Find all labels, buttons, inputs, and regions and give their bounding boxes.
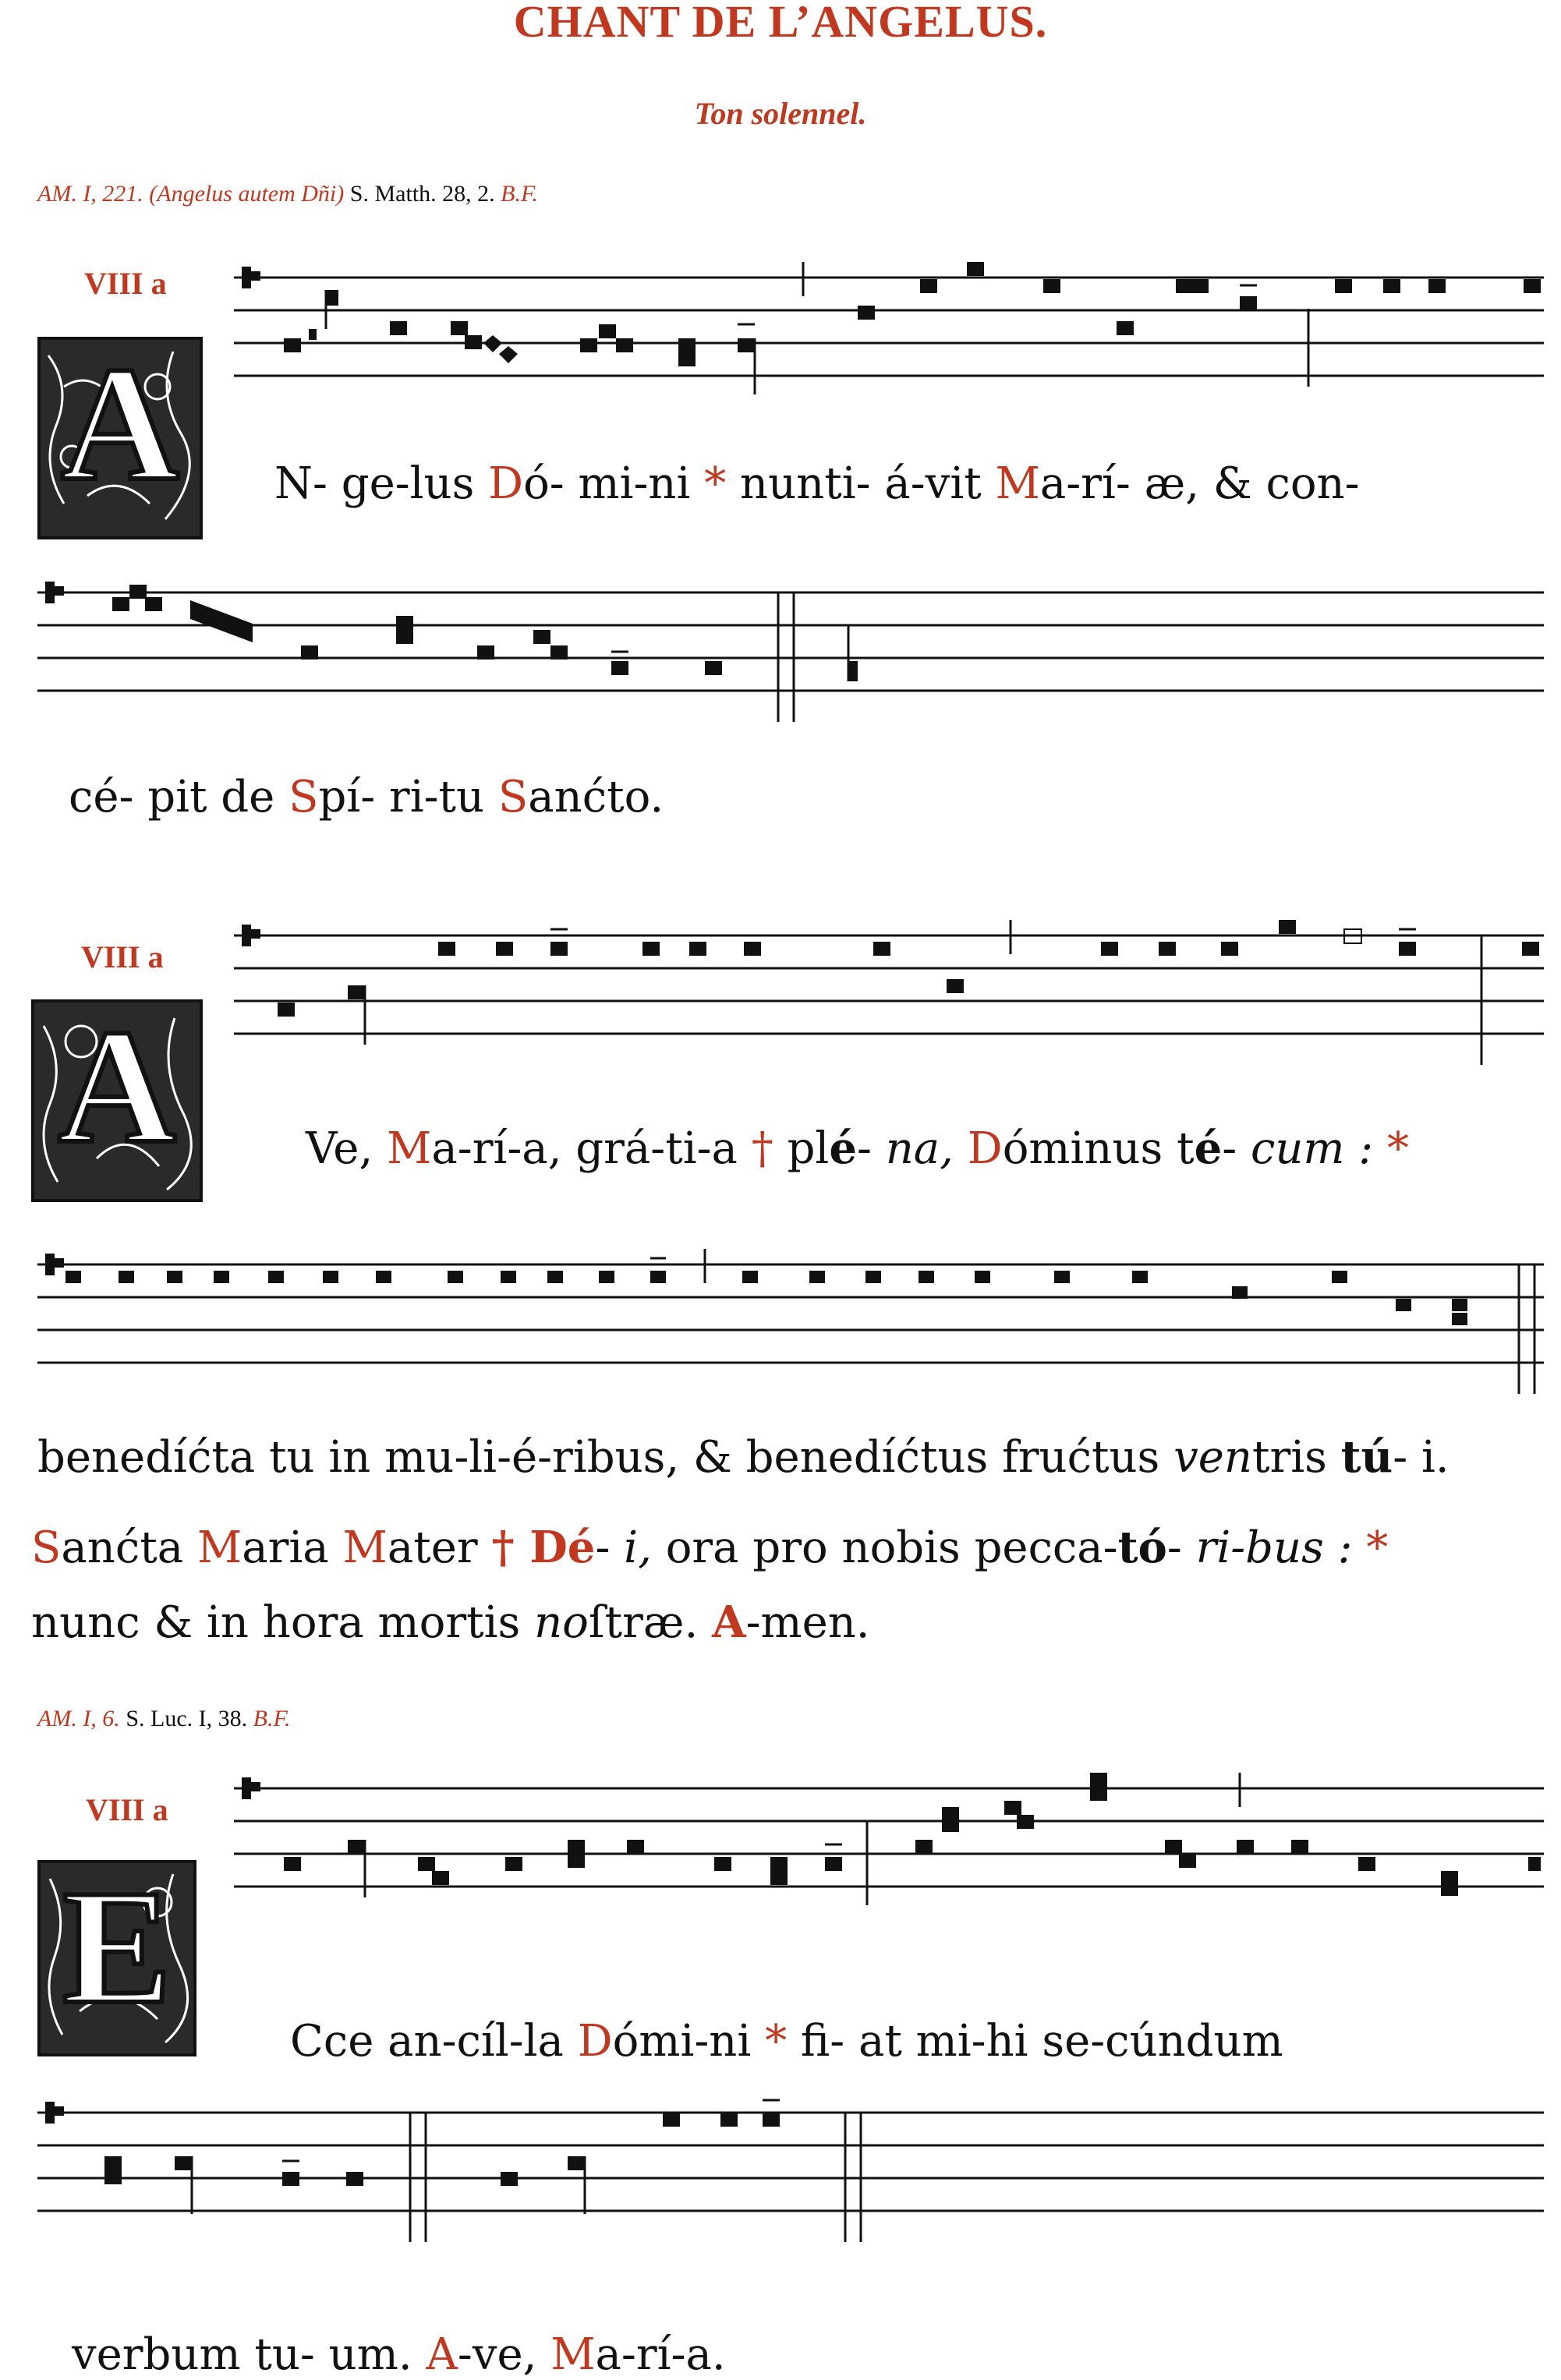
prose-seg: ri-bus : [1195, 1522, 1353, 1573]
lyric-seg: anćto. [528, 772, 664, 822]
mode-label-1: VIII a [84, 266, 167, 301]
lyric-seg: N- ge-lus [274, 458, 489, 509]
lyric-seg: D [577, 2016, 613, 2067]
prose-seg: A [712, 1597, 746, 1648]
prose-seg: * [1352, 1522, 1389, 1573]
mode-label-3: VIII a [86, 1792, 168, 1827]
source-tail: B.F. [501, 181, 538, 207]
prose-seg: ſtræ. [588, 1597, 713, 1648]
source-reference-1 [37, 181, 538, 207]
lyric-seg: † [751, 1123, 788, 1174]
illuminated-initial-3 [37, 1860, 196, 2056]
prayer-line-2 [31, 1597, 870, 1648]
prose-seg: nunc & in hora mortis [31, 1597, 535, 1648]
lyrics-line-2-1 [306, 1123, 1409, 1174]
source-reference-3 [37, 1706, 290, 1732]
prose-seg: i, [624, 1522, 652, 1573]
lyrics-line-2-2 [37, 1431, 1450, 1483]
lyric-seg: cé- pit de [69, 772, 289, 822]
lyric-seg: M [550, 2329, 596, 2380]
prose-seg: no [534, 1597, 589, 1648]
lyric-seg: S [288, 772, 319, 822]
lyric-seg: D [967, 1123, 1003, 1174]
prose-seg: † D [491, 1522, 568, 1573]
staff-2-1 [234, 920, 1544, 1076]
prose-seg: M [196, 1522, 242, 1573]
lyric-seg: -ve, [457, 2329, 551, 2380]
page-subtitle: Ton solennel. [694, 96, 867, 131]
lyric-seg: fi- at mi-hi se-cúndum [787, 2016, 1283, 2067]
illuminated-initial-2 [31, 999, 203, 1202]
prose-seg: aria [242, 1522, 343, 1573]
lyric-seg: cum : [1250, 1123, 1374, 1174]
prose-seg: M [342, 1522, 388, 1573]
initial-letter: E [62, 1860, 172, 2038]
lyric-seg: M [995, 458, 1040, 509]
prose-seg: - [1166, 1522, 1196, 1573]
prose-seg: anćta [61, 1522, 197, 1573]
lyric-seg: benedíćta tu in mu-li-é-ribus, & benedíćtus frućtus [37, 1432, 1174, 1483]
lyric-seg: ómi-ni [612, 2016, 766, 2067]
lyric-seg: é [829, 1123, 857, 1174]
lyric-seg: tris [1251, 1432, 1341, 1483]
lyric-seg: a-rí-a. [595, 2329, 726, 2380]
lyric-seg: pl [787, 1123, 830, 1174]
lyric-seg: na, [885, 1123, 954, 1174]
lyric-seg: S [497, 772, 529, 822]
prose-seg: é [567, 1522, 596, 1573]
staff-2-2 [37, 1249, 1544, 1405]
lyric-seg: - [1222, 1123, 1251, 1174]
lyric-seg: a-rí- æ, & con- [1039, 458, 1360, 509]
staff-1-2 [37, 577, 1544, 733]
source-italic: AM. I, 6. [37, 1706, 120, 1731]
prose-seg: ora pro nobis pecca- [651, 1522, 1118, 1573]
prose-seg: -men. [745, 1597, 870, 1648]
lyric-seg: óminus t [1002, 1123, 1195, 1174]
lyrics-line-3-2 [72, 2329, 726, 2380]
source-plain: S. Matth. 28, 2. [344, 181, 501, 207]
prose-seg: S [31, 1522, 62, 1573]
source-tail: B.F. [253, 1706, 291, 1731]
prose-seg: tó [1117, 1522, 1167, 1573]
lyric-seg: * [704, 458, 741, 509]
lyric-seg: Ve, [306, 1123, 388, 1174]
lyric-seg: Cce an-cíl-la [290, 2016, 578, 2067]
page-title: CHANT DE L’ANGELUS. [513, 0, 1048, 47]
lyrics-line-1-2 [69, 772, 664, 822]
lyric-seg: tú [1340, 1431, 1393, 1483]
lyric-seg: * [765, 2016, 788, 2067]
lyric-seg: * [1373, 1123, 1409, 1174]
lyric-seg: ven [1173, 1432, 1252, 1483]
initial-letter: A [61, 337, 179, 515]
staff-1-1 [234, 262, 1544, 410]
lyric-seg: - [856, 1123, 886, 1174]
lyric-seg: pí- ri-tu [318, 772, 498, 822]
mode-label-2: VIII a [81, 939, 164, 974]
source-italic: AM. I, 221. (Angelus autem Dñi) [37, 181, 345, 207]
lyrics-line-1-1 [274, 458, 1360, 509]
lyric-seg: nunti- á-vit [740, 458, 996, 509]
lyric-seg: D [488, 458, 524, 509]
source-plain: S. Luc. I, 38. [119, 1706, 253, 1731]
lyric-seg: M [387, 1123, 432, 1174]
prayer-line-1 [31, 1522, 1388, 1573]
lyric-seg: A [426, 2329, 458, 2380]
prose-seg: ater [387, 1522, 492, 1573]
initial-letter: A [58, 999, 176, 1177]
staff-3-2 [37, 2097, 1544, 2253]
lyric-seg: a-rí-a, grá-ti-a [431, 1123, 752, 1174]
staff-3-1 [234, 1773, 1544, 1929]
illuminated-initial-1 [37, 337, 203, 539]
lyric-seg [954, 1123, 968, 1174]
lyric-seg: ó- mi-ni [523, 458, 705, 509]
lyric-seg: é [1194, 1123, 1223, 1174]
lyrics-line-3-1 [290, 2016, 1283, 2067]
lyric-seg: verbum tu- um. [72, 2329, 427, 2380]
prose-seg: - [595, 1522, 625, 1573]
lyric-seg: - i. [1393, 1432, 1450, 1483]
